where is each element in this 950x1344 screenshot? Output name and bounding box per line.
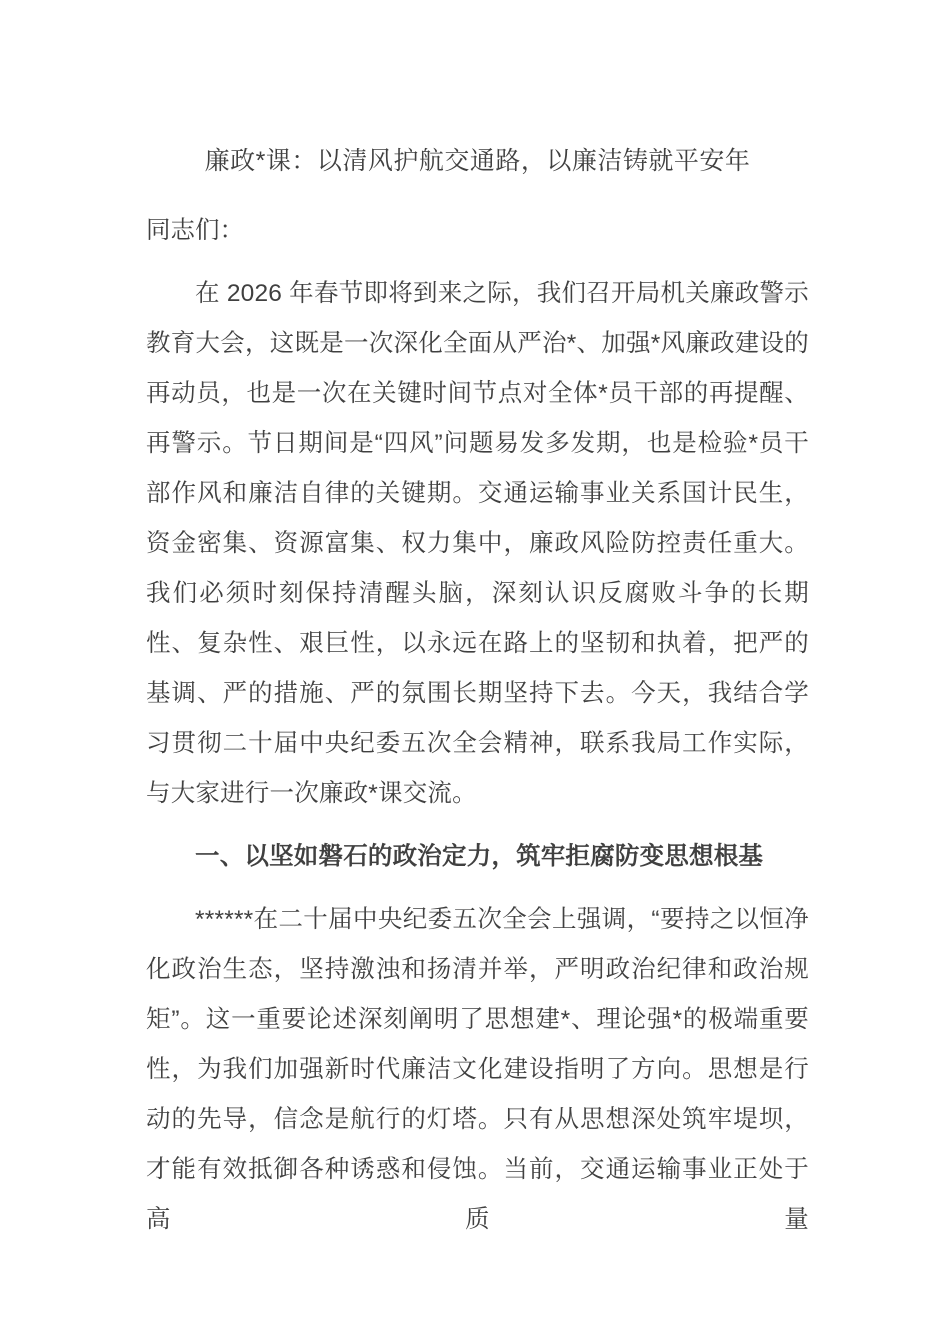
intro-paragraph: 在 2026 年春节即将到来之际，我们召开局机关廉政警示教育大会，这既是一次深化全面从严治*、加强*风廉政建设的再动员，也是一次在关键时间节点对全体*员干部的再提醒、再警示。节日期间是“四风”问题易发多发期，也是检验*员干部作风和廉洁自律的关键期。交通运输事业关系国计民生，资金密集、资源富集、权力集中，廉政风险防控责任重大。我们必须时刻保持清醒头脑，深刻认识反腐败斗争的长期性、复杂性、艰巨性，以永远在路上的坚韧和执着，把严的基调、严的措施、严的氛围长期坚持下去。今天，我结合学习贯彻二十届中央纪委五次全会精神，联系我局工作实际，与大家进行一次廉政*课交流。 xyxy=(146,280,809,807)
salutation: 同志们： xyxy=(146,217,244,244)
section-1-paragraph: ******在二十届中央纪委五次全会上强调，“要持之以恒净化政治生态，坚持激浊和扬清并举，严明政治纪律和政治规矩”。这一重要论述深刻阐明了思想建*、理论强*的极端重要性，为我们加强新时代廉洁文化建设指明了方向。思想是行动的先导，信念是航行的灯塔。只有从思想深处筑牢堤坝，才能有效抵御各种诱惑和侵蚀。当前，交通运输事业正处于高质量 xyxy=(146,906,809,1233)
document-title: 廉政*课：以清风护航交通路，以廉洁铸就平安年 xyxy=(204,147,751,175)
section-1-heading: 一、以坚如磐石的政治定力，筑牢拒腐防变思想根基 xyxy=(195,843,764,870)
